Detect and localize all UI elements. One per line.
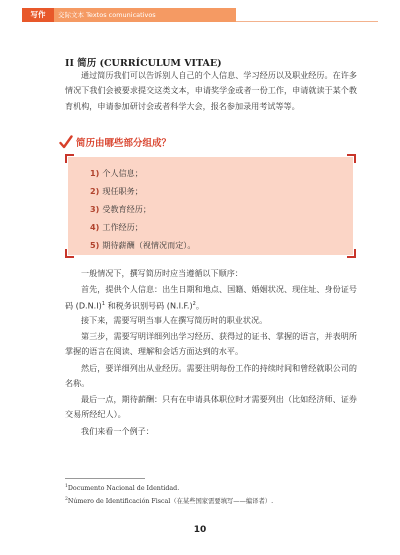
corner-bracket xyxy=(347,249,356,258)
body-paragraph-5: 然后，要详细列出从业经历。需要注明每份工作的持续时间和曾经就职公司的名称。 xyxy=(65,363,357,389)
item-number: 1) xyxy=(90,168,100,178)
p2-text-a: 首先，提供个人信息：出生日期和地点、国籍、婚姻状况、现住址、身份证号码 (D.N.I) xyxy=(65,284,357,311)
footnote-number: 1 xyxy=(65,484,68,489)
item-text: 期待薪酬（视情况而定）。 xyxy=(102,240,196,250)
page-number: 10 xyxy=(193,525,207,535)
item-text: 现任职务； xyxy=(102,186,143,196)
footnote-divider xyxy=(65,478,145,479)
checkmark-icon xyxy=(59,135,73,149)
footnote-text: Documento Nacional de Identidad. xyxy=(67,485,180,493)
page-header xyxy=(0,0,400,22)
body-paragraph-7: 我们来看一个例子： xyxy=(81,426,154,436)
footnote-1 xyxy=(65,484,179,492)
footnote-ref: 2 xyxy=(192,301,196,308)
section-label: 写作 xyxy=(22,8,54,22)
item-number: 3) xyxy=(90,204,100,214)
body-paragraph-1: 一般情况下，撰写简历时应当遵循以下顺序： xyxy=(81,268,243,278)
section-title: II 简历 (CURRÍCULUM VITAE) xyxy=(65,58,222,69)
p2-text-b: 和税务识别号码 (N.I.F.) xyxy=(105,300,193,311)
list-item xyxy=(90,218,195,236)
item-number: 5) xyxy=(90,240,100,250)
corner-bracket xyxy=(347,154,356,163)
parts-list xyxy=(90,164,195,254)
body-paragraph-6: 最后一点，期待薪酬：只有在申请具体职位时才需要列出（比如经济师、证券交易所经纪人）。 xyxy=(65,394,357,420)
list-item xyxy=(90,182,195,200)
subheading xyxy=(59,134,171,150)
list-item xyxy=(90,164,195,182)
body-paragraph-3: 接下来，需要写明当事人在撰写简历时的职业状况。 xyxy=(81,315,268,325)
header-subtitle: 交际文本 Textos comunicativos xyxy=(54,8,236,22)
parts-box xyxy=(68,157,353,255)
body-paragraph-2 xyxy=(65,282,357,314)
item-text: 受教育经历； xyxy=(102,204,151,214)
footnote-2 xyxy=(65,496,273,505)
footnote-number: 2 xyxy=(65,496,68,502)
intro-paragraph: 通过简历我们可以告诉别人自己的个人信息、学习经历以及职业经历。在许多情况下我们会被要求提交这类文本，申请奖学金或者一份工作，申请就读于某个教育机构，申请参加研讨会或者科学大会，报名参加录用考试等等。 xyxy=(65,70,357,111)
subheading-text: 简历由哪些部分组成？ xyxy=(76,138,172,149)
p2-text-c: 。 xyxy=(195,300,204,311)
list-item xyxy=(90,236,195,254)
corner-bracket xyxy=(65,154,74,163)
footnote-ref: 1 xyxy=(101,301,105,308)
item-text: 个人信息； xyxy=(102,168,143,178)
corner-bracket xyxy=(65,249,74,258)
body-paragraph-4: 第三步，需要写明详细列出学习经历、获得过的证书、掌握的语言，并表明所掌握的语言在阅读、理解和会话方面达到的水平。 xyxy=(65,331,357,357)
item-number: 4) xyxy=(90,222,100,232)
header-rule xyxy=(236,21,378,22)
list-item xyxy=(90,200,195,218)
footnote-text: Número de Identificación Fiscal（在某些国家需要填写——编译者）. xyxy=(67,498,274,505)
item-number: 2) xyxy=(90,186,100,196)
item-text: 工作经历； xyxy=(102,222,143,232)
